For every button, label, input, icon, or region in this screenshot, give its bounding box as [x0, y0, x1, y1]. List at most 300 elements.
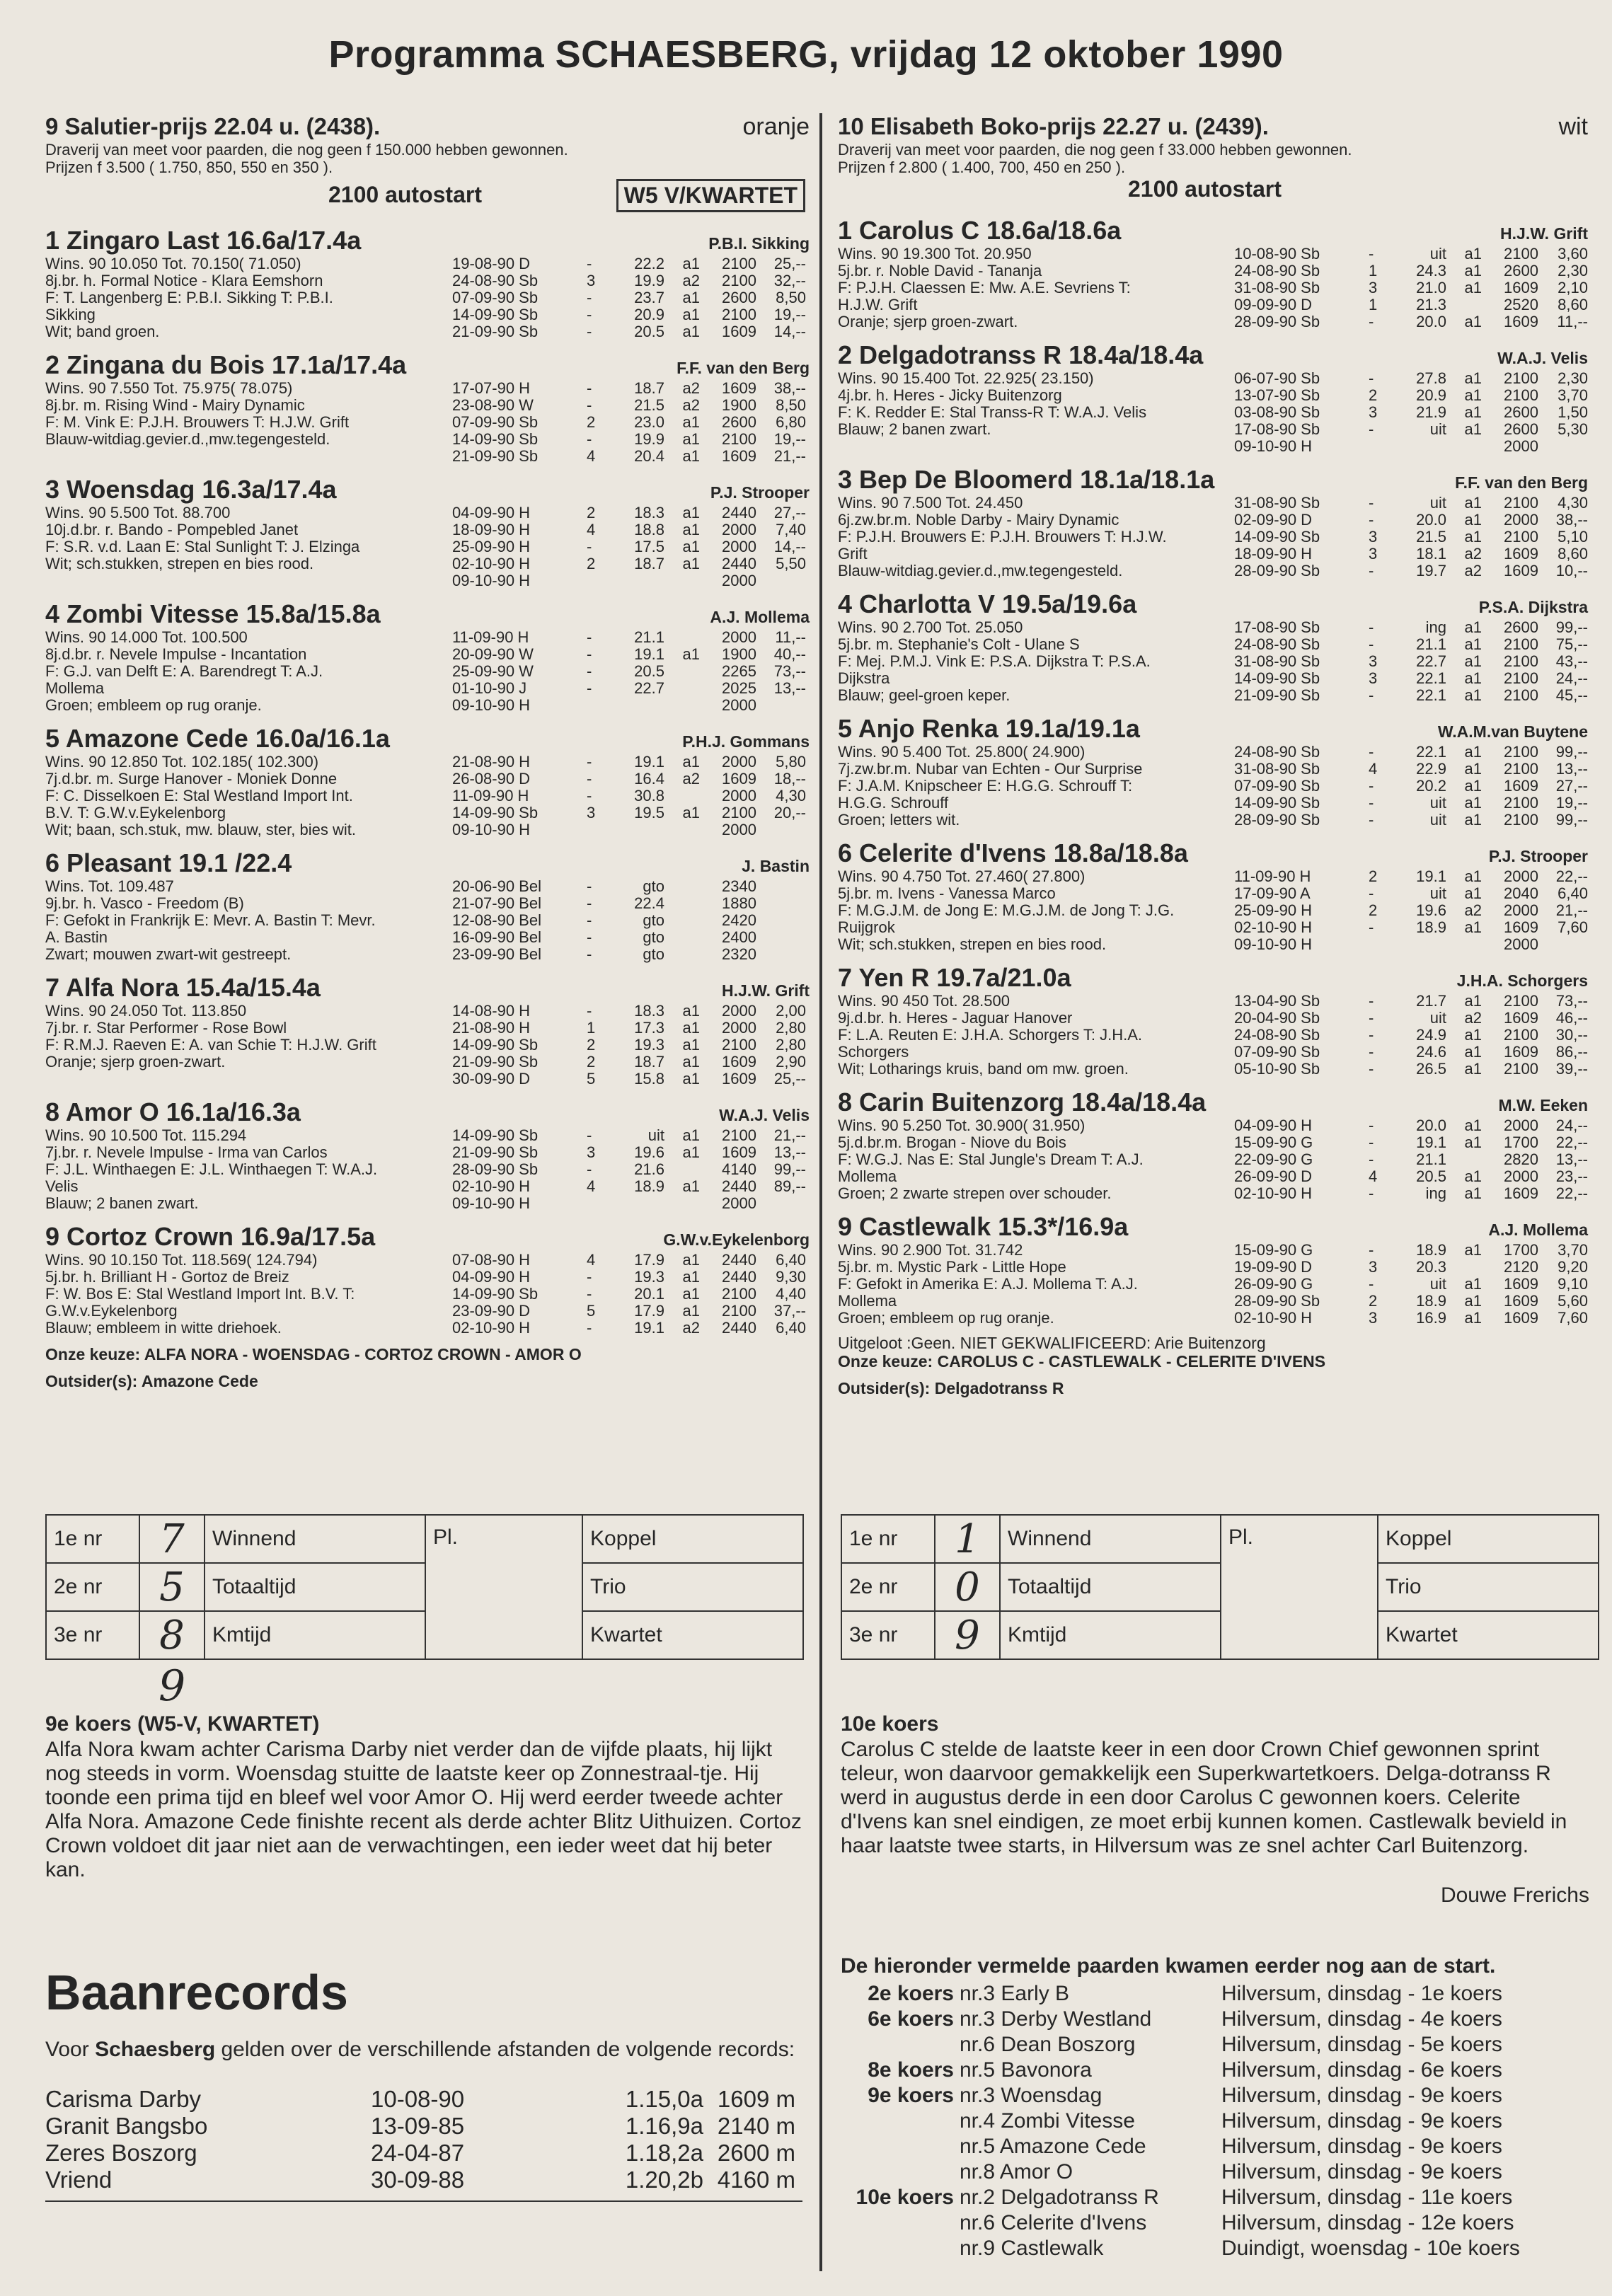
perf-place: - — [1369, 1184, 1374, 1202]
perf-distance: 1609 — [1504, 279, 1538, 296]
horse-info-line: Wins. 90 10.150 Tot. 118.569( 124.794) — [45, 1251, 318, 1269]
race-prizes: Prijzen f 3.500 ( 1.750, 850, 550 en 350 ). — [45, 158, 333, 176]
perf-start: a1 — [682, 447, 700, 465]
performance-row — [452, 255, 810, 272]
perf-start: a1 — [1464, 1133, 1482, 1151]
performance-row — [452, 1144, 810, 1161]
horse-info-line: Zwart; mouwen zwart-wit gestreept. — [45, 945, 292, 963]
perf-distance: 2000 — [722, 1002, 756, 1020]
performance-list — [452, 1127, 810, 1212]
perf-distance: 2100 — [1504, 992, 1538, 1010]
perf-date: 14-09-90 Sb — [1234, 669, 1320, 687]
bet-type-box: W5 V/KWARTET — [616, 179, 805, 212]
perf-odds: 24,-- — [1555, 669, 1588, 687]
perf-place: 2 — [587, 1036, 596, 1054]
perf-odds: 4,40 — [776, 1285, 806, 1303]
perf-time: 24.3 — [1416, 262, 1446, 279]
perf-place: 2 — [1369, 386, 1378, 404]
horse-entry — [838, 465, 1588, 579]
perf-date: 13-07-90 Sb — [1234, 386, 1320, 404]
earlier-horse: nr.9 Castlewalk — [960, 2237, 1104, 2260]
perf-distance: 4140 — [722, 1160, 756, 1178]
race-header — [45, 113, 810, 141]
perf-odds: 10,-- — [1555, 562, 1588, 579]
perf-time: uit — [1429, 494, 1446, 512]
perf-date: 28-09-90 Sb — [1234, 313, 1320, 330]
perf-place: - — [1369, 511, 1374, 529]
perf-place: 3 — [587, 1143, 596, 1161]
perf-start — [1446, 936, 1482, 953]
perf-start: a1 — [1464, 652, 1482, 670]
horse-entry — [45, 475, 810, 589]
record-row — [45, 2113, 795, 2140]
horse-trainer: A.J. Mollema — [710, 608, 810, 626]
perf-date: 07-09-90 Sb — [1234, 1043, 1320, 1061]
perf-time: 21.5 — [634, 396, 664, 414]
horse-info-line: Wins. 90 10.500 Tot. 115.294 — [45, 1126, 247, 1144]
horse-info — [838, 744, 1234, 829]
perf-start — [664, 895, 700, 912]
perf-odds: 43,-- — [1555, 652, 1588, 670]
perf-time: 19.9 — [634, 272, 664, 289]
horse-info-line: Blauw; 2 banen zwart. — [45, 1194, 199, 1212]
perf-place: 3 — [1369, 1258, 1378, 1276]
perf-date: 11-09-90 H — [1234, 867, 1311, 885]
perf-distance: 1609 — [1504, 562, 1538, 579]
performance-row — [1234, 512, 1588, 529]
perf-date: 20-09-90 W — [452, 645, 534, 663]
performance-row — [1234, 993, 1588, 1010]
perf-time: 19.1 — [634, 1319, 664, 1337]
perf-distance: 2000 — [1504, 1167, 1538, 1185]
perf-date: 30-09-90 D — [452, 1070, 531, 1088]
horse-info-line: B.V. T: G.W.v.Eykelenborg — [45, 804, 226, 821]
earlier-where: Hilversum, dinsdag - 9e koers — [1221, 2135, 1502, 2158]
perf-date: 12-08-90 Bel — [452, 911, 541, 929]
horse-info-line: Wins. 90 14.000 Tot. 100.500 — [45, 628, 248, 646]
horse-info-line: Wit; band groen. — [45, 323, 160, 340]
perf-time: 17.9 — [634, 1302, 664, 1320]
horse-header — [45, 350, 810, 380]
performance-row — [452, 680, 810, 697]
perf-start: a1 — [682, 430, 700, 448]
perf-distance: 2440 — [722, 504, 756, 521]
perf-start — [664, 821, 700, 838]
horse-info-line: F: M.G.J.M. de Jong E: M.G.J.M. de Jong T: J.G. — [838, 901, 1175, 919]
perf-distance: 2100 — [722, 1302, 756, 1320]
performance-row — [1234, 919, 1588, 936]
horse-info — [45, 380, 452, 465]
perf-time: 22.1 — [1416, 686, 1446, 704]
horse-trainer: G.W.v.Eykelenborg — [663, 1230, 810, 1249]
perf-date: 20-06-90 Bel — [452, 877, 541, 895]
horse-header — [838, 216, 1588, 246]
perf-odds: 11,-- — [775, 628, 806, 646]
performance-row — [452, 912, 810, 929]
horse-info-line: F: W.G.J. Nas E: Stal Jungle's Dream T: A.J. — [838, 1150, 1144, 1168]
performance-row — [1234, 438, 1588, 455]
record-dist: 2140 m — [717, 2113, 795, 2139]
perf-date: 15-09-90 G — [1234, 1241, 1313, 1259]
perf-place: - — [587, 289, 592, 306]
perf-time — [608, 1195, 664, 1212]
horse-details — [838, 1242, 1588, 1327]
perf-odds: 37,-- — [773, 1302, 806, 1320]
perf-date: 14-09-90 Sb — [452, 430, 539, 448]
performance-row — [452, 1127, 810, 1144]
perf-start: a1 — [1464, 884, 1482, 902]
perf-time: uit — [647, 1126, 664, 1144]
perf-place: 3 — [1369, 669, 1378, 687]
horse-header — [838, 340, 1588, 370]
perf-odds: 89,-- — [773, 1177, 806, 1195]
horse-info-line: 9j.d.br. h. Heres - Jaguar Hanover — [838, 1009, 1073, 1027]
performance-row — [1234, 1310, 1588, 1327]
performance-list — [452, 255, 810, 340]
perf-time: 19.3 — [634, 1036, 664, 1054]
perf-time: 19.1 — [1416, 1133, 1446, 1151]
perf-place: - — [1369, 777, 1374, 795]
horse-header — [45, 1097, 810, 1127]
perf-odds: 6,40 — [1558, 884, 1588, 902]
horse-entry — [45, 1097, 810, 1212]
third-label: 3e nr — [46, 1611, 139, 1659]
horse-name: 5 Amazone Cede 16.0a/16.1a — [45, 724, 390, 753]
performance-row — [452, 1178, 810, 1195]
perf-distance: 2100 — [1504, 1060, 1538, 1078]
handwritten-first[interactable]: 1 — [935, 1515, 1000, 1563]
record-date: 10-08-90 — [371, 2086, 465, 2112]
perf-start: a1 — [682, 289, 700, 306]
horse-info-line: Wit; Lotharings kruis, band om mw. groen. — [838, 1060, 1129, 1078]
earlier-koers — [841, 2210, 960, 2236]
perf-start — [664, 912, 700, 929]
perf-distance: 2040 — [1504, 884, 1538, 902]
perf-time: uit — [1429, 811, 1446, 829]
perf-place: - — [1369, 884, 1374, 902]
perf-start: a1 — [682, 1053, 700, 1071]
race-distance: 2100 autostart — [328, 182, 482, 207]
perf-distance: 1900 — [722, 396, 756, 414]
earlier-koers — [841, 2134, 960, 2159]
perf-place: - — [587, 877, 592, 895]
perf-time: 22.7 — [634, 679, 664, 697]
horse-info-line: F: G.J. van Delft E: A. Barendregt T: A.J. — [45, 662, 323, 680]
handwritten-first[interactable]: 7 — [139, 1515, 205, 1563]
perf-place: - — [587, 894, 592, 912]
earlier-row — [841, 2134, 1520, 2159]
horse-info-line: F: M. Vink E: P.J.H. Brouwers T: H.J.W. Grift — [45, 413, 350, 431]
perf-odds: 22,-- — [1555, 1133, 1588, 1151]
performance-row — [452, 272, 810, 289]
perf-odds: 75,-- — [1555, 635, 1588, 653]
perf-odds: 20,-- — [773, 804, 806, 821]
earlier-horse: nr.3 Derby Westland — [960, 2007, 1152, 2031]
horse-details — [838, 744, 1588, 829]
performance-row — [452, 804, 810, 821]
perf-time: 19.1 — [634, 645, 664, 663]
perf-odds: 39,-- — [1555, 1060, 1588, 1078]
perf-distance: 1609 — [722, 323, 756, 340]
perf-start — [1446, 296, 1482, 313]
perf-place: - — [1369, 494, 1374, 512]
perf-time: 20.3 — [1416, 1258, 1446, 1276]
perf-date: 21-09-90 Sb — [452, 447, 539, 465]
perf-odds: 7,60 — [1558, 1309, 1588, 1327]
perf-odds: 46,-- — [1555, 1009, 1588, 1027]
horse-list — [45, 226, 810, 1337]
earlier-koers: 2e koers — [868, 1982, 954, 2005]
perf-date: 17-08-90 Sb — [1234, 618, 1320, 636]
perf-date: 21-09-90 Sb — [452, 323, 539, 340]
horse-details — [45, 878, 810, 963]
performance-list — [452, 1252, 810, 1337]
perf-odds: 13,-- — [1555, 760, 1588, 778]
record-row — [45, 2086, 795, 2113]
perf-date: 14-09-90 Sb — [452, 1126, 539, 1144]
perf-time: 21.1 — [634, 628, 664, 646]
perf-distance: 1609 — [1504, 1043, 1538, 1061]
perf-place: 4 — [1369, 760, 1378, 778]
perf-start: a2 — [682, 379, 700, 397]
horse-entry — [45, 973, 810, 1088]
perf-time: 18.7 — [634, 1053, 664, 1071]
perf-distance: 2100 — [722, 430, 756, 448]
performance-row — [1234, 670, 1588, 687]
perf-odds: 99,-- — [1555, 811, 1588, 829]
our-choice: Onze keuze: CAROLUS C - CASTLEWALK - CELERITE D'IVENS — [838, 1352, 1326, 1371]
perf-time: 23.7 — [634, 289, 664, 306]
perf-start — [664, 680, 700, 697]
perf-time: 20.1 — [634, 1285, 664, 1303]
horse-info-line: G.W.v.Eykelenborg — [45, 1302, 178, 1320]
perf-odds: 4,30 — [776, 787, 806, 804]
horse-info-line: Groen; 2 zwarte strepen over schouder. — [838, 1184, 1112, 1202]
perf-start: a1 — [1464, 760, 1482, 778]
earlier-horse: nr.8 Amor O — [960, 2160, 1073, 2183]
horse-info-line: F: J.A.M. Knipscheer E: H.G.G. Schrouff T: — [838, 777, 1133, 795]
performance-list — [1234, 1242, 1588, 1327]
performance-row — [452, 629, 810, 646]
perf-time — [608, 572, 664, 589]
horse-name: 7 Yen R 19.7a/21.0a — [838, 963, 1071, 992]
author: Douwe Frerichs — [1440, 1883, 1589, 1907]
performance-row — [452, 1020, 810, 1037]
perf-odds: 2,80 — [776, 1036, 806, 1054]
performance-row — [452, 788, 810, 804]
horse-name: 3 Bep De Bloomerd 18.1a/18.1a — [838, 465, 1215, 494]
perf-odds — [756, 929, 806, 946]
perf-time: 21.3 — [1416, 296, 1446, 313]
perf-distance: 2000 — [1504, 437, 1538, 455]
perf-distance: 2100 — [722, 804, 756, 821]
horse-info-line: Grift — [838, 545, 868, 563]
perf-date: 14-09-90 Sb — [1234, 794, 1320, 812]
record-time: 1.15,0a — [625, 2086, 703, 2112]
performance-row — [1234, 246, 1588, 263]
horse-trainer: F.F. van den Berg — [1455, 473, 1588, 492]
perf-distance: 2000 — [722, 521, 756, 538]
horse-info-line: H.J.W. Grift — [838, 296, 918, 313]
perf-odds: 14,-- — [773, 323, 806, 340]
perf-start: a2 — [682, 396, 700, 414]
record-dist: 2600 m — [717, 2140, 795, 2166]
horse-info-line: 5j.d.br.m. Brogan - Niove du Bois — [838, 1133, 1066, 1151]
perf-place: 5 — [587, 1070, 596, 1088]
koppel-label: Koppel — [1378, 1515, 1599, 1563]
perf-distance: 2100 — [1504, 494, 1538, 512]
perf-odds: 19,-- — [773, 306, 806, 323]
horse-trainer: P.J. Strooper — [710, 483, 810, 502]
perf-date: 21-08-90 H — [452, 753, 531, 771]
horse-info-line: Wins. 90 7.500 Tot. 24.450 — [838, 494, 1023, 512]
perf-distance: 1609 — [1504, 1275, 1538, 1293]
perf-distance: 1609 — [1504, 1309, 1538, 1327]
horse-details — [838, 246, 1588, 330]
horse-name: 3 Woensdag 16.3a/17.4a — [45, 475, 337, 504]
perf-place — [1369, 936, 1390, 953]
record-date: 30-09-88 — [371, 2167, 465, 2193]
perf-date: 09-10-90 H — [452, 696, 531, 714]
record-dist: 1609 m — [717, 2086, 795, 2112]
perf-place: - — [1369, 562, 1374, 579]
performance-row — [1234, 795, 1588, 812]
earlier-row — [841, 2083, 1520, 2108]
perf-odds: 3,70 — [1558, 1241, 1588, 1259]
horse-info-line: Wins. 90 15.400 Tot. 22.925( 23.150) — [838, 369, 1094, 387]
bottom-rule — [45, 2200, 802, 2202]
perf-place: 3 — [1369, 1309, 1378, 1327]
perf-start: a2 — [1464, 901, 1482, 919]
perf-odds: 5,60 — [1558, 1292, 1588, 1310]
perf-date: 17-07-90 H — [452, 379, 531, 397]
performance-row — [452, 1161, 810, 1178]
handwritten-third[interactable]: 8 — [139, 1611, 205, 1659]
horse-info-line: Wins. 90 4.750 Tot. 27.460( 27.800) — [838, 867, 1086, 885]
perf-time: 22.1 — [1416, 743, 1446, 761]
perf-odds: 2,30 — [1558, 369, 1588, 387]
horse-info — [838, 246, 1234, 330]
race-10-column — [838, 113, 1588, 1397]
perf-odds: 30,-- — [1555, 1026, 1588, 1044]
perf-start: a1 — [1464, 777, 1482, 795]
perf-date: 24-08-90 Sb — [1234, 635, 1320, 653]
horse-info-line: 7j.br. r. Nevele Impulse - Irma van Carlos — [45, 1143, 328, 1161]
performance-row — [452, 663, 810, 680]
perf-odds: 3,60 — [1558, 245, 1588, 263]
perf-date: 18-09-90 H — [1234, 545, 1313, 563]
horse-header — [838, 838, 1588, 868]
horse-entry — [838, 1212, 1588, 1327]
perf-distance: 2100 — [1504, 635, 1538, 653]
perf-place: 3 — [1369, 403, 1378, 421]
horse-info — [838, 370, 1234, 455]
performance-row — [452, 1195, 810, 1212]
perf-start: a2 — [682, 770, 700, 788]
perf-time: 20.4 — [634, 447, 664, 465]
perf-odds: 6,80 — [776, 413, 806, 431]
perf-time: 19.7 — [1416, 562, 1446, 579]
uitgeloot-note: Uitgeloot :Geen. NIET GEKWALIFICEERD: Arie Buitenzorg — [838, 1334, 1266, 1352]
earlier-starters-table — [841, 1981, 1520, 2261]
perf-start: a1 — [682, 504, 700, 521]
performance-row — [452, 1054, 810, 1071]
perf-odds: 7,40 — [776, 521, 806, 538]
perf-time: 18.9 — [634, 1177, 664, 1195]
horse-name: 2 Delgadotranss R 18.4a/18.4a — [838, 340, 1204, 369]
horse-entry — [45, 226, 810, 340]
performance-row — [1234, 936, 1588, 953]
perf-time — [1390, 438, 1446, 455]
record-time: 1.20,2b — [625, 2167, 703, 2193]
trio-label: Trio — [1378, 1563, 1599, 1611]
perf-time: 18.7 — [634, 555, 664, 572]
earlier-horse: nr.3 Woensdag — [960, 2084, 1103, 2107]
perf-distance: 1609 — [1504, 1184, 1538, 1202]
perf-date: 02-10-90 H — [452, 1319, 531, 1337]
horse-header — [45, 973, 810, 1003]
perf-time: 20.5 — [634, 323, 664, 340]
horse-header — [838, 1212, 1588, 1242]
performance-list — [452, 1003, 810, 1088]
perf-distance: 1609 — [1504, 777, 1538, 795]
performance-row — [1234, 1259, 1588, 1276]
perf-start: a1 — [1464, 262, 1482, 279]
kmtijd-label: Kmtijd — [1000, 1611, 1221, 1659]
perf-time: 20.9 — [634, 306, 664, 323]
performance-row — [452, 754, 810, 771]
perf-place: - — [587, 662, 592, 680]
perf-date: 21-09-90 Sb — [452, 1143, 539, 1161]
perf-start — [664, 697, 700, 714]
earlier-row — [841, 2032, 1520, 2058]
perf-place: 3 — [1369, 528, 1378, 546]
perf-place: 4 — [587, 1251, 596, 1269]
perf-distance: 1900 — [722, 645, 756, 663]
perf-odds: 27,-- — [773, 504, 806, 521]
handwritten-second[interactable]: 5 — [139, 1563, 205, 1611]
trio-label: Trio — [582, 1563, 803, 1611]
record-time: 1.18,2a — [625, 2140, 703, 2166]
horse-info-line: F: W. Bos E: Stal Westland Import Int. B.V. T: — [45, 1285, 355, 1303]
handwritten-third[interactable]: 9 — [935, 1611, 1000, 1659]
horse-info-line: Oranje; sjerp groen-zwart. — [45, 1053, 226, 1071]
horse-name: 2 Zingana du Bois 17.1a/17.4a — [45, 350, 407, 379]
perf-place — [587, 572, 608, 589]
horse-header — [45, 226, 810, 255]
handwritten-second[interactable]: 0 — [935, 1563, 1000, 1611]
performance-row — [452, 878, 810, 895]
perf-odds: 6,40 — [776, 1319, 806, 1337]
perf-odds: 6,40 — [776, 1251, 806, 1269]
perf-odds: 99,-- — [1555, 618, 1588, 636]
perf-place: 4 — [587, 1177, 596, 1195]
horse-entry — [838, 714, 1588, 829]
horse-info-line: Wins. 90 2.900 Tot. 31.742 — [838, 1241, 1023, 1259]
perf-distance: 2100 — [1504, 743, 1538, 761]
perf-odds: 45,-- — [1555, 686, 1588, 704]
perf-time: 19.9 — [634, 430, 664, 448]
horse-info-line: Groen; embleem op rug oranje. — [838, 1309, 1054, 1327]
race-title: 10 Elisabeth Boko-prijs 22.27 u. (2439). — [838, 113, 1269, 139]
perf-distance: 2100 — [1504, 1026, 1538, 1044]
earlier-horse: nr.2 Delgadotranss R — [960, 2186, 1159, 2209]
perf-odds — [756, 912, 806, 929]
horse-details — [45, 1252, 810, 1337]
perf-start: a2 — [682, 272, 700, 289]
perf-time: gto — [643, 945, 664, 963]
perf-place — [587, 821, 608, 838]
